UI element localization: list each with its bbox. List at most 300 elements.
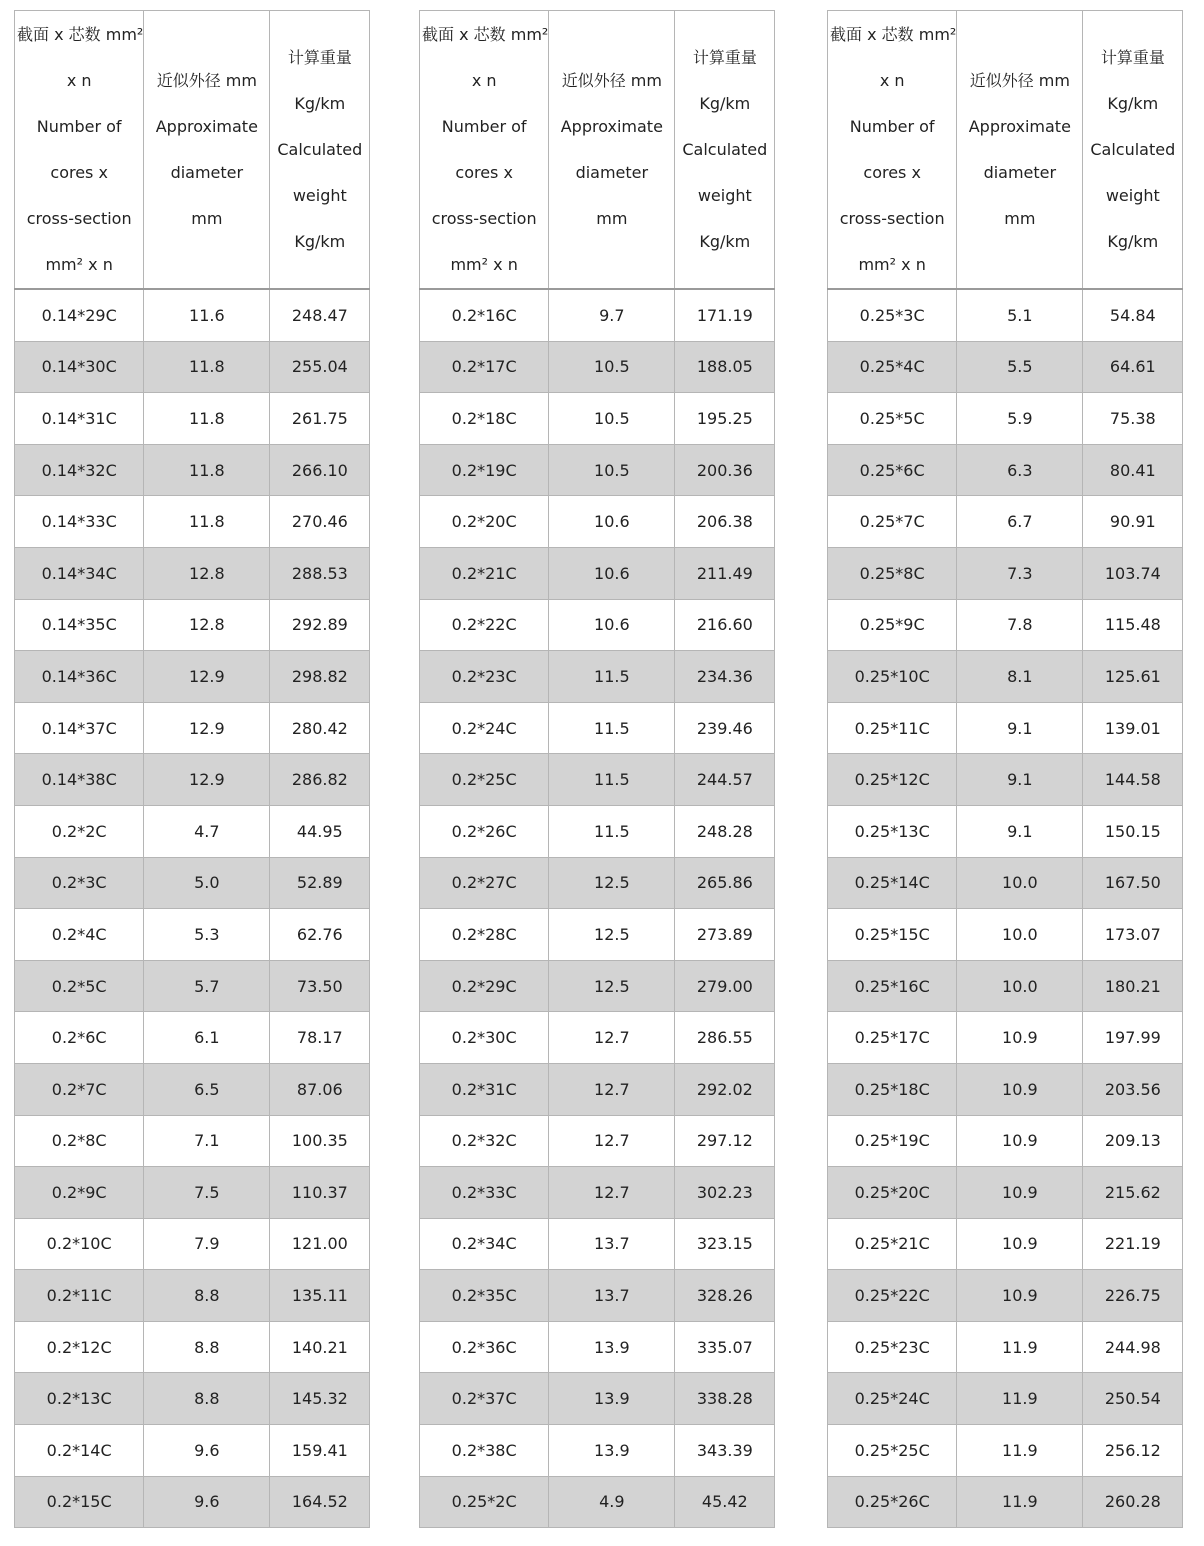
diameter-cell: 11.9 — [957, 1425, 1083, 1477]
weight-header — [270, 11, 370, 290]
diameter-cell: 7.5 — [144, 1167, 270, 1219]
cross-section-cell: 0.25*3C — [828, 289, 957, 341]
diameter-cell: 7.8 — [957, 599, 1083, 651]
cross-section-cell: 0.2*36C — [420, 1321, 549, 1373]
weight-cell: 90.91 — [1083, 496, 1183, 548]
cross-section-cell: 0.25*6C — [828, 444, 957, 496]
cross-section-cell: 0.25*26C — [828, 1476, 957, 1528]
table-row — [420, 1012, 775, 1064]
table-row — [828, 1425, 1183, 1477]
table-row — [420, 1476, 775, 1528]
table-row — [828, 547, 1183, 599]
header-line: Kg/km — [699, 231, 751, 251]
weight-cell: 73.50 — [270, 960, 370, 1012]
diameter-cell: 9.7 — [549, 289, 675, 341]
cross-section-cell: 0.2*34C — [420, 1218, 549, 1270]
cable-spec-table-2 — [419, 10, 775, 1528]
table-row — [420, 1218, 775, 1270]
header-line: cross-section — [26, 208, 132, 228]
table-row — [420, 289, 775, 341]
table-row — [420, 444, 775, 496]
header-line: Calculated — [1090, 139, 1176, 159]
cable-spec-table-1 — [14, 10, 370, 1528]
weight-cell: 64.61 — [1083, 341, 1183, 393]
weight-cell: 195.25 — [675, 393, 775, 445]
diameter-cell: 10.9 — [957, 1218, 1083, 1270]
weight-cell: 297.12 — [675, 1115, 775, 1167]
table-row — [15, 960, 370, 1012]
diameter-cell: 13.9 — [549, 1425, 675, 1477]
table-row — [828, 599, 1183, 651]
diameter-cell: 11.8 — [144, 341, 270, 393]
weight-cell: 87.06 — [270, 1063, 370, 1115]
weight-cell: 234.36 — [675, 651, 775, 703]
cross-section-header — [15, 11, 144, 290]
table-row — [15, 805, 370, 857]
diameter-cell: 9.6 — [144, 1476, 270, 1528]
weight-cell: 44.95 — [270, 805, 370, 857]
diameter-cell: 11.9 — [957, 1373, 1083, 1425]
weight-cell: 115.48 — [1083, 599, 1183, 651]
diameter-cell: 11.8 — [144, 444, 270, 496]
header-line: diameter — [575, 162, 649, 182]
weight-cell: 226.75 — [1083, 1270, 1183, 1322]
header-line: 计算重量 — [1100, 47, 1165, 67]
weight-cell: 80.41 — [1083, 444, 1183, 496]
weight-cell: 164.52 — [270, 1476, 370, 1528]
cross-section-cell: 0.25*9C — [828, 599, 957, 651]
table-row — [828, 754, 1183, 806]
diameter-cell: 6.5 — [144, 1063, 270, 1115]
cross-section-cell: 0.25*18C — [828, 1063, 957, 1115]
cross-section-cell: 0.2*9C — [15, 1167, 144, 1219]
weight-cell: 255.04 — [270, 341, 370, 393]
table-row — [15, 1218, 370, 1270]
table-row — [828, 289, 1183, 341]
weight-cell: 250.54 — [1083, 1373, 1183, 1425]
diameter-cell: 5.7 — [144, 960, 270, 1012]
diameter-cell: 12.5 — [549, 960, 675, 1012]
weight-cell: 140.21 — [270, 1321, 370, 1373]
header-line: mm² x n — [45, 254, 113, 274]
cross-section-cell: 0.2*31C — [420, 1063, 549, 1115]
cable-spec-table-3 — [827, 10, 1183, 1528]
header-line: diameter — [170, 162, 244, 182]
table-row — [15, 496, 370, 548]
cross-section-cell: 0.25*11C — [828, 702, 957, 754]
cross-section-cell: 0.2*32C — [420, 1115, 549, 1167]
diameter-cell: 12.5 — [549, 909, 675, 961]
cross-section-cell: 0.2*15C — [15, 1476, 144, 1528]
diameter-cell: 10.5 — [549, 444, 675, 496]
diameter-cell: 10.5 — [549, 393, 675, 445]
table-row — [420, 1373, 775, 1425]
diameter-cell: 13.9 — [549, 1373, 675, 1425]
table-row — [828, 1373, 1183, 1425]
diameter-cell: 13.9 — [549, 1321, 675, 1373]
table-row — [828, 960, 1183, 1012]
table-row — [15, 547, 370, 599]
diameter-cell: 6.3 — [957, 444, 1083, 496]
weight-cell: 261.75 — [270, 393, 370, 445]
header-line: diameter — [983, 162, 1057, 182]
diameter-cell: 12.8 — [144, 599, 270, 651]
weight-cell: 216.60 — [675, 599, 775, 651]
diameter-cell: 11.9 — [957, 1321, 1083, 1373]
table-row — [15, 1115, 370, 1167]
diameter-cell: 12.7 — [549, 1012, 675, 1064]
header-line: 近似外径 mm — [156, 70, 257, 90]
table-row — [828, 909, 1183, 961]
table-row — [828, 1063, 1183, 1115]
table-row — [15, 1476, 370, 1528]
weight-cell: 121.00 — [270, 1218, 370, 1270]
weight-header — [675, 11, 775, 290]
table-row — [420, 1321, 775, 1373]
diameter-cell: 10.9 — [957, 1012, 1083, 1064]
table-row — [15, 599, 370, 651]
diameter-cell: 8.8 — [144, 1373, 270, 1425]
diameter-cell: 12.8 — [144, 547, 270, 599]
table-row — [828, 393, 1183, 445]
cross-section-cell: 0.2*30C — [420, 1012, 549, 1064]
diameter-cell: 8.8 — [144, 1321, 270, 1373]
weight-cell: 159.41 — [270, 1425, 370, 1477]
table-row — [828, 496, 1183, 548]
table-row — [420, 960, 775, 1012]
diameter-cell: 12.7 — [549, 1063, 675, 1115]
cross-section-cell: 0.25*13C — [828, 805, 957, 857]
cross-section-cell: 0.2*8C — [15, 1115, 144, 1167]
cross-section-cell: 0.25*4C — [828, 341, 957, 393]
diameter-cell: 10.6 — [549, 547, 675, 599]
weight-cell: 188.05 — [675, 341, 775, 393]
table-row — [828, 702, 1183, 754]
cross-section-cell: 0.2*17C — [420, 341, 549, 393]
weight-cell: 139.01 — [1083, 702, 1183, 754]
cross-section-cell: 0.25*17C — [828, 1012, 957, 1064]
cross-section-cell: 0.25*21C — [828, 1218, 957, 1270]
weight-cell: 292.89 — [270, 599, 370, 651]
diameter-cell: 4.7 — [144, 805, 270, 857]
table-row — [15, 1167, 370, 1219]
header-line: Calculated — [682, 139, 768, 159]
header-line: x n — [66, 70, 92, 90]
diameter-cell: 12.5 — [549, 857, 675, 909]
table-row — [420, 754, 775, 806]
cross-section-cell: 0.2*38C — [420, 1425, 549, 1477]
diameter-cell: 7.9 — [144, 1218, 270, 1270]
cross-section-cell: 0.25*8C — [828, 547, 957, 599]
diameter-cell: 11.8 — [144, 496, 270, 548]
weight-cell: 279.00 — [675, 960, 775, 1012]
weight-cell: 338.28 — [675, 1373, 775, 1425]
cross-section-cell: 0.25*22C — [828, 1270, 957, 1322]
cross-section-cell: 0.2*35C — [420, 1270, 549, 1322]
weight-cell: 135.11 — [270, 1270, 370, 1322]
cross-section-cell: 0.25*10C — [828, 651, 957, 703]
diameter-cell: 5.1 — [957, 289, 1083, 341]
weight-cell: 270.46 — [270, 496, 370, 548]
diameter-cell: 12.7 — [549, 1115, 675, 1167]
weight-cell: 150.15 — [1083, 805, 1183, 857]
table-row — [15, 341, 370, 393]
weight-header — [1083, 11, 1183, 290]
diameter-cell: 10.0 — [957, 857, 1083, 909]
header-line: Number of — [441, 116, 527, 136]
header-line: cores x — [455, 162, 513, 182]
header-line: cross-section — [431, 208, 537, 228]
header-line: Kg/km — [1107, 93, 1159, 113]
diameter-cell: 11.5 — [549, 805, 675, 857]
header-row — [420, 11, 775, 290]
header-line: cores x — [863, 162, 921, 182]
table-row — [828, 444, 1183, 496]
diameter-cell: 12.9 — [144, 754, 270, 806]
weight-cell: 244.98 — [1083, 1321, 1183, 1373]
table-row — [15, 909, 370, 961]
cross-section-cell: 0.14*30C — [15, 341, 144, 393]
header-line: Kg/km — [1107, 231, 1159, 251]
table-row — [828, 1321, 1183, 1373]
header-line: Number of — [849, 116, 935, 136]
header-line: Calculated — [277, 139, 363, 159]
header-line: 近似外径 mm — [969, 70, 1070, 90]
header-line: weight — [292, 185, 347, 205]
header-line: mm² x n — [450, 254, 518, 274]
table-row — [420, 909, 775, 961]
table-row — [828, 1012, 1183, 1064]
cross-section-cell: 0.25*16C — [828, 960, 957, 1012]
table-row — [15, 1063, 370, 1115]
weight-cell: 248.28 — [675, 805, 775, 857]
diameter-cell: 9.1 — [957, 805, 1083, 857]
cross-section-cell: 0.14*37C — [15, 702, 144, 754]
weight-cell: 328.26 — [675, 1270, 775, 1322]
diameter-cell: 10.0 — [957, 960, 1083, 1012]
diameter-cell: 10.9 — [957, 1270, 1083, 1322]
header-line: Kg/km — [294, 231, 346, 251]
weight-cell: 144.58 — [1083, 754, 1183, 806]
weight-cell: 266.10 — [270, 444, 370, 496]
table-row — [15, 702, 370, 754]
diameter-cell: 10.0 — [957, 909, 1083, 961]
cross-section-cell: 0.2*37C — [420, 1373, 549, 1425]
diameter-header — [144, 11, 270, 290]
weight-cell: 292.02 — [675, 1063, 775, 1115]
table-row — [420, 496, 775, 548]
diameter-header — [549, 11, 675, 290]
diameter-cell: 10.9 — [957, 1167, 1083, 1219]
weight-cell: 167.50 — [1083, 857, 1183, 909]
header-line: Number of — [36, 116, 122, 136]
cross-section-cell: 0.2*6C — [15, 1012, 144, 1064]
header-line: mm — [596, 208, 628, 228]
diameter-cell: 7.3 — [957, 547, 1083, 599]
table-row — [420, 702, 775, 754]
diameter-cell: 4.9 — [549, 1476, 675, 1528]
weight-cell: 211.49 — [675, 547, 775, 599]
table-row — [420, 857, 775, 909]
cross-section-cell: 0.2*29C — [420, 960, 549, 1012]
cross-section-cell: 0.14*31C — [15, 393, 144, 445]
weight-cell: 103.74 — [1083, 547, 1183, 599]
cross-section-cell: 0.2*26C — [420, 805, 549, 857]
diameter-cell: 10.6 — [549, 599, 675, 651]
table-row — [420, 651, 775, 703]
header-line: x n — [879, 70, 905, 90]
cross-section-cell: 0.2*13C — [15, 1373, 144, 1425]
cross-section-cell: 0.2*16C — [420, 289, 549, 341]
cross-section-cell: 0.2*12C — [15, 1321, 144, 1373]
table-row — [828, 1167, 1183, 1219]
table-row — [828, 805, 1183, 857]
weight-cell: 110.37 — [270, 1167, 370, 1219]
header-line: weight — [697, 185, 752, 205]
cross-section-cell: 0.2*4C — [15, 909, 144, 961]
header-line: 计算重量 — [692, 47, 757, 67]
table-row — [420, 1063, 775, 1115]
header-row — [15, 11, 370, 290]
header-line: x n — [471, 70, 497, 90]
diameter-cell: 5.9 — [957, 393, 1083, 445]
cross-section-header — [420, 11, 549, 290]
cross-section-cell: 0.2*28C — [420, 909, 549, 961]
cross-section-cell: 0.2*24C — [420, 702, 549, 754]
table-row — [15, 444, 370, 496]
cross-section-cell: 0.2*18C — [420, 393, 549, 445]
table-row — [828, 1115, 1183, 1167]
weight-cell: 302.23 — [675, 1167, 775, 1219]
cross-section-cell: 0.25*15C — [828, 909, 957, 961]
weight-cell: 62.76 — [270, 909, 370, 961]
diameter-cell: 5.5 — [957, 341, 1083, 393]
table-row — [828, 1476, 1183, 1528]
table-row — [15, 857, 370, 909]
cross-section-cell: 0.2*19C — [420, 444, 549, 496]
diameter-cell: 6.1 — [144, 1012, 270, 1064]
cross-section-cell: 0.2*10C — [15, 1218, 144, 1270]
table-row — [15, 289, 370, 341]
weight-cell: 273.89 — [675, 909, 775, 961]
header-line: Approximate — [155, 116, 258, 136]
cross-section-cell: 0.25*23C — [828, 1321, 957, 1373]
weight-cell: 221.19 — [1083, 1218, 1183, 1270]
header-line: mm² x n — [858, 254, 926, 274]
table-row — [15, 1270, 370, 1322]
weight-cell: 215.62 — [1083, 1167, 1183, 1219]
diameter-cell: 6.7 — [957, 496, 1083, 548]
cross-section-cell: 0.25*12C — [828, 754, 957, 806]
weight-cell: 244.57 — [675, 754, 775, 806]
cross-section-cell: 0.2*20C — [420, 496, 549, 548]
weight-cell: 100.35 — [270, 1115, 370, 1167]
diameter-cell: 12.9 — [144, 702, 270, 754]
table-row — [15, 1425, 370, 1477]
header-line: Kg/km — [294, 93, 346, 113]
diameter-cell: 11.9 — [957, 1476, 1083, 1528]
diameter-cell: 12.7 — [549, 1167, 675, 1219]
cross-section-cell: 0.2*3C — [15, 857, 144, 909]
cross-section-cell: 0.14*38C — [15, 754, 144, 806]
cross-section-cell: 0.25*7C — [828, 496, 957, 548]
weight-cell: 206.38 — [675, 496, 775, 548]
table-row — [15, 393, 370, 445]
diameter-cell: 9.1 — [957, 754, 1083, 806]
diameter-cell: 11.5 — [549, 754, 675, 806]
weight-cell: 286.55 — [675, 1012, 775, 1064]
diameter-cell: 13.7 — [549, 1270, 675, 1322]
cross-section-cell: 0.25*24C — [828, 1373, 957, 1425]
header-line: cross-section — [839, 208, 945, 228]
weight-cell: 171.19 — [675, 289, 775, 341]
table-row — [420, 1167, 775, 1219]
weight-cell: 280.42 — [270, 702, 370, 754]
weight-cell: 335.07 — [675, 1321, 775, 1373]
cross-section-cell: 0.25*14C — [828, 857, 957, 909]
header-line: 截面 x 芯数 mm² — [830, 24, 957, 44]
weight-cell: 78.17 — [270, 1012, 370, 1064]
diameter-cell: 10.9 — [957, 1063, 1083, 1115]
header-line: 近似外径 mm — [561, 70, 662, 90]
table-row — [420, 1270, 775, 1322]
header-line: mm — [1004, 208, 1036, 228]
weight-cell: 248.47 — [270, 289, 370, 341]
cross-section-cell: 0.2*22C — [420, 599, 549, 651]
weight-cell: 54.84 — [1083, 289, 1183, 341]
diameter-cell: 9.1 — [957, 702, 1083, 754]
table-row — [420, 341, 775, 393]
table-row — [15, 1321, 370, 1373]
header-line: mm — [191, 208, 223, 228]
cross-section-cell: 0.2*21C — [420, 547, 549, 599]
weight-cell: 75.38 — [1083, 393, 1183, 445]
weight-cell: 265.86 — [675, 857, 775, 909]
diameter-cell: 11.8 — [144, 393, 270, 445]
cross-section-cell: 0.25*25C — [828, 1425, 957, 1477]
weight-cell: 197.99 — [1083, 1012, 1183, 1064]
weight-cell: 209.13 — [1083, 1115, 1183, 1167]
cross-section-cell: 0.14*36C — [15, 651, 144, 703]
header-row — [828, 11, 1183, 290]
weight-cell: 52.89 — [270, 857, 370, 909]
cross-section-cell: 0.2*2C — [15, 805, 144, 857]
header-line: Approximate — [560, 116, 663, 136]
cross-section-cell: 0.2*23C — [420, 651, 549, 703]
cross-section-cell: 0.25*20C — [828, 1167, 957, 1219]
header-line: 截面 x 芯数 mm² — [422, 24, 549, 44]
cross-section-cell: 0.2*7C — [15, 1063, 144, 1115]
weight-cell: 288.53 — [270, 547, 370, 599]
header-line: weight — [1105, 185, 1160, 205]
cross-section-cell: 0.2*27C — [420, 857, 549, 909]
table-row — [828, 1218, 1183, 1270]
weight-cell: 180.21 — [1083, 960, 1183, 1012]
table-row — [828, 341, 1183, 393]
cross-section-cell: 0.2*33C — [420, 1167, 549, 1219]
header-line: 截面 x 芯数 mm² — [17, 24, 144, 44]
diameter-cell: 10.6 — [549, 496, 675, 548]
cross-section-cell: 0.2*11C — [15, 1270, 144, 1322]
diameter-cell: 5.3 — [144, 909, 270, 961]
weight-cell: 256.12 — [1083, 1425, 1183, 1477]
weight-cell: 125.61 — [1083, 651, 1183, 703]
cross-section-cell: 0.25*5C — [828, 393, 957, 445]
diameter-cell: 12.9 — [144, 651, 270, 703]
cross-section-cell: 0.14*32C — [15, 444, 144, 496]
cross-section-cell: 0.14*34C — [15, 547, 144, 599]
weight-cell: 239.46 — [675, 702, 775, 754]
